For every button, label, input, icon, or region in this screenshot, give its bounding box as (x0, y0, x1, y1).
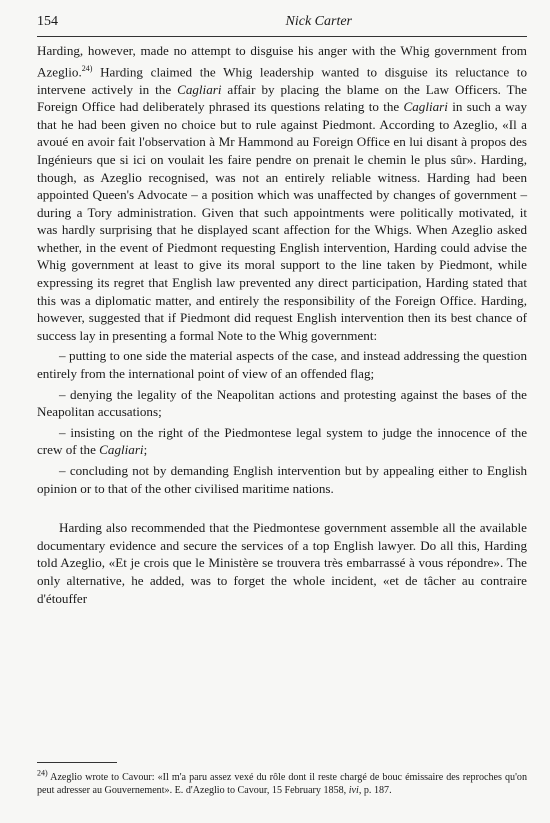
italic-text: Cagliari (99, 442, 144, 458)
italic-text: Cagliari (403, 99, 448, 115)
running-head (37, 14, 527, 37)
list-item (37, 462, 527, 497)
italic-text: Cagliari (177, 81, 222, 97)
running-title: Nick Carter (285, 14, 352, 29)
paragraph (37, 519, 527, 607)
page-number: 154 (37, 14, 58, 29)
page (37, 14, 527, 607)
footnote (37, 768, 527, 798)
footnote-rule (37, 762, 117, 763)
text-run: ; (143, 442, 148, 458)
footnote-marker: 24) (37, 768, 48, 778)
footnote-ref: 24) (81, 63, 93, 73)
text-run: – concluding not by demanding English intervention but by appealing either to English opinion or to that of the other civilised maritime nations. (37, 463, 527, 496)
list-item (37, 386, 527, 421)
text-run: Harding also recommended that the Piedmontese government assemble all the available documentary evidence and secure the services of a top English lawyer. Do all this, Harding told Azeglio, «Et je crois que le Ministère se trouvera très embarrassé à vous répondre». The only alternative, he added, was to forget the whole incident, «et de tâcher au contraire d'étouffer (37, 520, 527, 606)
text-run: – denying the legality of the Neapolitan actions and protesting against the bases of the Neapolitan accusations; (37, 386, 527, 420)
paragraph (37, 42, 527, 344)
text-run: Harding claimed the Whig leadership wanted to disguise its reluctance to intervene actively in the (37, 63, 527, 97)
text-run: , p. 187. (358, 785, 392, 797)
list-item (37, 424, 527, 459)
text-run: affair by placing the blame on the Law Officers. The Foreign Office had deliberately phrased its questions relating to the (37, 81, 527, 115)
italic-text: ivi (348, 785, 359, 797)
list-item (37, 347, 527, 382)
text-run: – putting to one side the material aspects of the case, and instead addressing the question entirely from the international point of view of an offended flag; (37, 348, 527, 382)
text-run: – insisting on the right of the Piedmontese legal system to judge the innocence of the crew of the (37, 424, 527, 458)
body-text (37, 42, 527, 607)
text-run: Harding, however, made no attempt to disguise his anger with the Whig government from Azeglio. (37, 43, 527, 79)
text-run: Azeglio wrote to Cavour: «Il m'a paru assez vexé du rôle dont il reste chargé de bouc émissaire des reproches qu'on peut adresser au Gouvernement». E. d'Azeglio to Cavour, 15 February 1858, (37, 772, 527, 797)
paragraph-gap (37, 497, 527, 519)
text-run: in such a way that he had been given no choice but to rule against Piedmont. According to Azeglio, «Il a avoué en avoir fait l'observation à Mr Hammond au Foreign Office en lui disant à propos des Ingénieurs que si ici on voulait les faire pendre on prenait le chemin le plus sûr». Harding, though, as Azeglio recognised, was not an entirely reliable witness. Harding had been appointed Queen's Advocate – a position which was unaffected by changes of government – during a Tory administration. Given that such appointments were politically motivated, it was hardly surprising that he displayed scant affection for the Whigs. When Azeglio asked whether, in the event of Piedmont requesting English intervention, Harding could advise the Whig government at least to give its moral support to the line taken by Piedmont, while expressing its regret that English law prevented any direct participation, Harding stated that this was a diplomatic matter, and entirely the responsibility of the Foreign Office. Harding, however, suggested that if Piedmont did request English intervention then its best chance of success lay in presenting a formal Note to the Whig government: (37, 99, 527, 343)
